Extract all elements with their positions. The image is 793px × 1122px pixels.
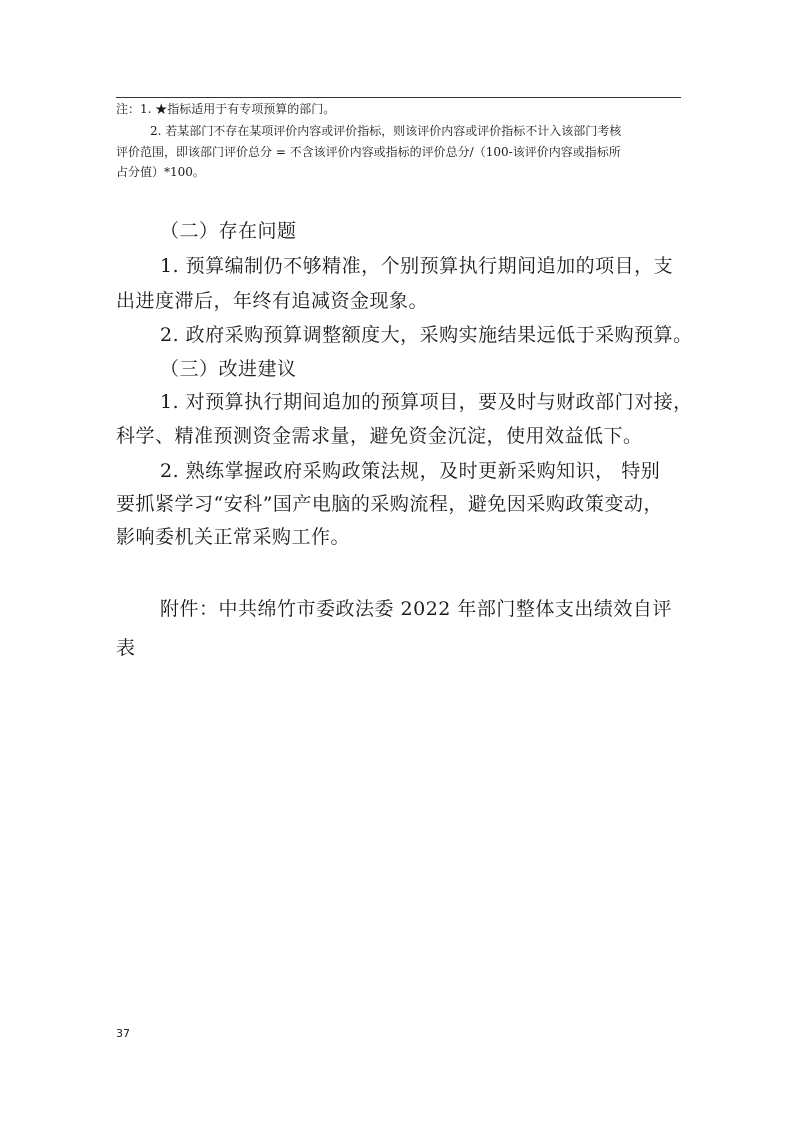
problem-1-line-2: 出进度滞后，年终有追减资金现象。 — [116, 290, 429, 312]
problem-2: 2. 政府采购预算调整额度大，采购实施结果远低于采购预算。 — [160, 324, 693, 346]
problem-1-line-1: 1. 预算编制仍不够精准，个别预算执行期间追加的项目，支 — [160, 255, 674, 277]
note-line-1: 注：1. ★指标适用于有专项预算的部门。 — [116, 102, 336, 116]
suggestion-1-line-2: 科学、精准预测资金需求量，避免资金沉淀，使用效益低下。 — [116, 425, 643, 447]
suggestion-2-line-2: 要抓紧学习“安科”国产电脑的采购流程，避免因采购政策变动， — [116, 493, 663, 515]
attachment-line-2: 表 — [116, 637, 136, 659]
heading-problems: （二）存在问题 — [160, 220, 297, 242]
suggestion-2-line-3: 影响委机关正常采购工作。 — [116, 526, 351, 548]
note-line-2: 2. 若某部门不存在某项评价内容或评价指标，则该评价内容或评价指标不计入该部门考核 — [150, 124, 622, 138]
attachment-line-1: 附件：中共绵竹市委政法委 2022 年部门整体支出绩效自评 — [160, 598, 672, 620]
page-number: 37 — [116, 1027, 130, 1040]
note-line-4: 占分值）*100。 — [116, 165, 205, 179]
suggestion-2-line-1: 2. 熟练掌握政府采购政策法规，及时更新采购知识， 特别 — [160, 460, 661, 482]
suggestion-1-line-1: 1. 对预算执行期间追加的预算项目，要及时与财政部门对接， — [160, 391, 693, 413]
note-line-3: 评价范围，即该部门评价总分 = 不含该评价内容或指标的评价总分/（100-该评价内容或指标所 — [116, 145, 621, 159]
heading-suggestions: （三）改进建议 — [160, 358, 297, 380]
